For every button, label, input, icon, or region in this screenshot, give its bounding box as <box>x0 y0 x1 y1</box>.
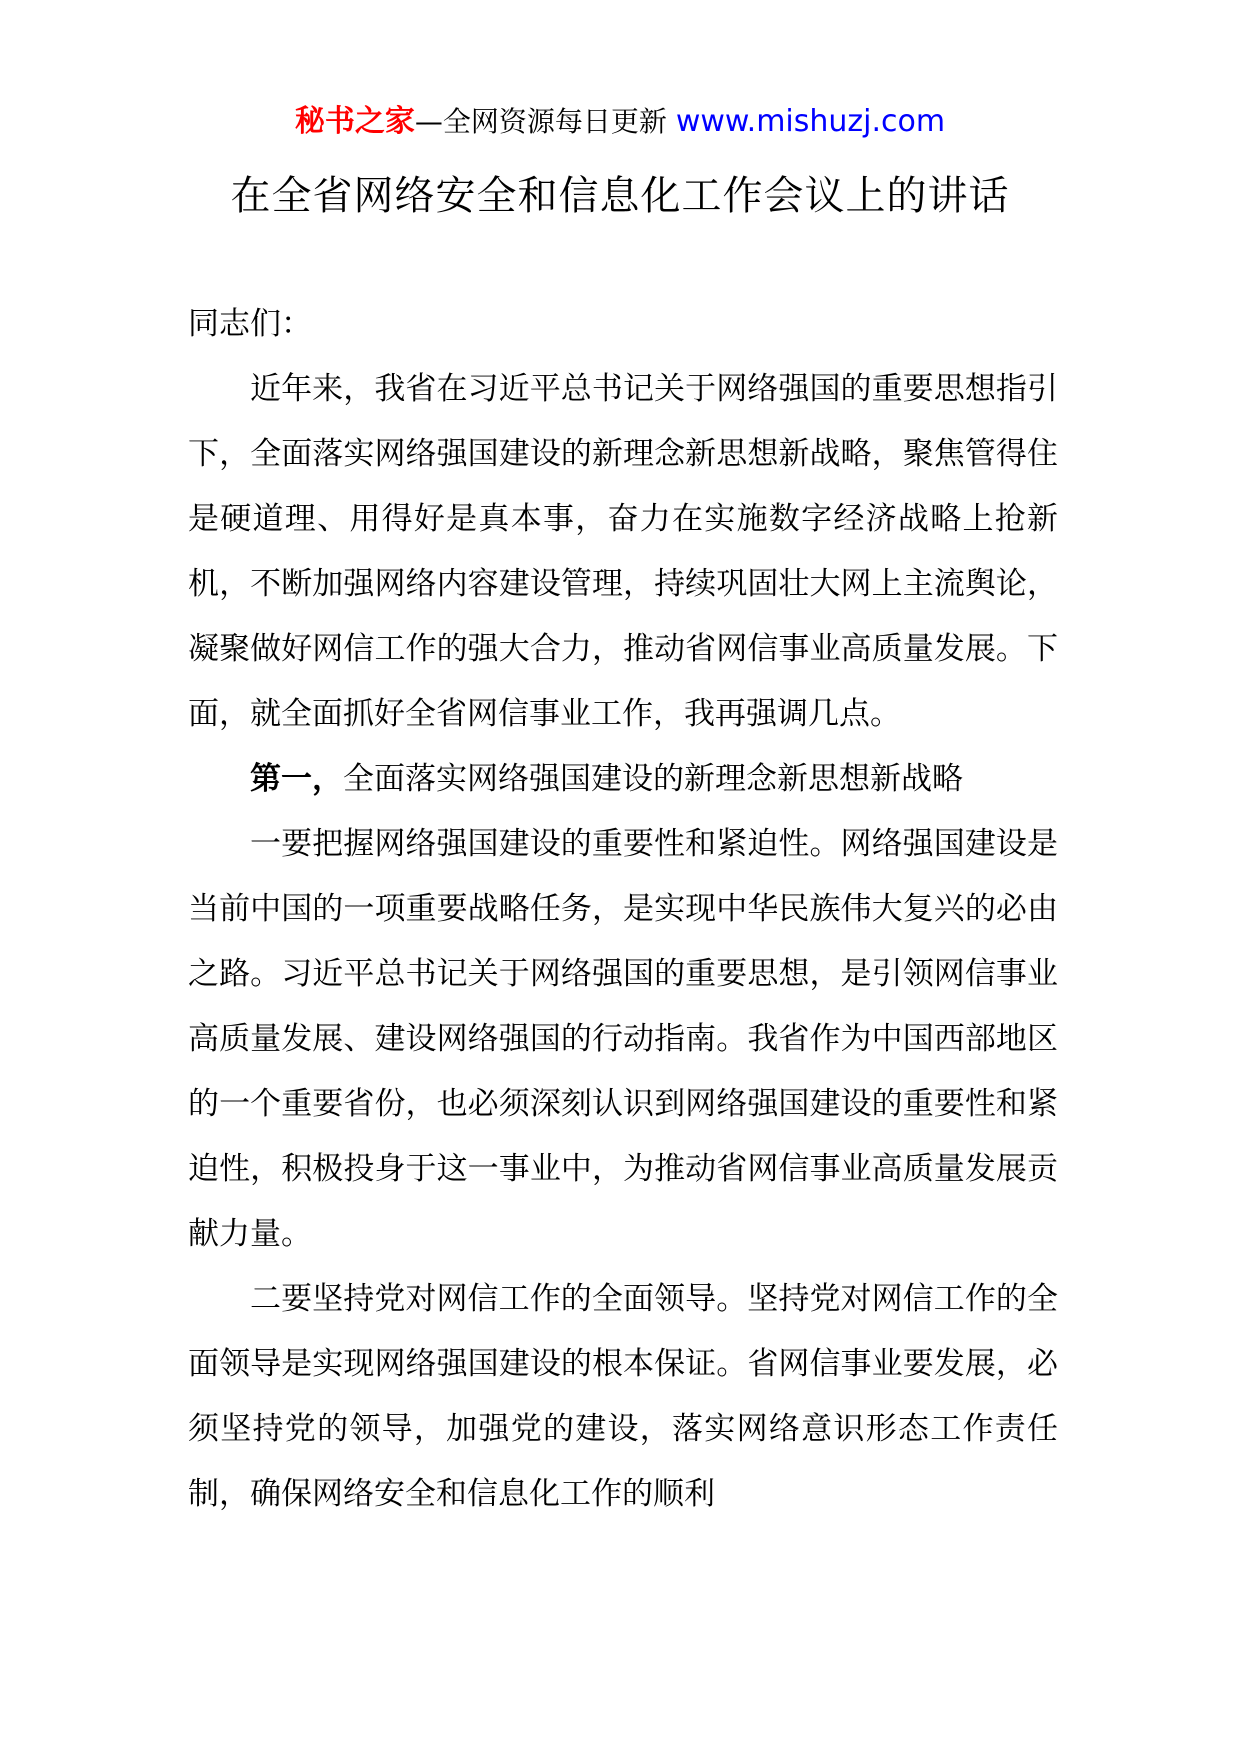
paragraph-intro: 近年来，我省在习近平总书记关于网络强国的重要思想指引下，全面落实网络强国建设的新理念新思想新战略，聚焦管得住是硬道理、用得好是真本事，奋力在实施数字经济战略上抢新机，不断加强网络内容建设管理，持续巩固壮大网上主流舆论，凝聚做好网信工作的强大合力，推动省网信事业高质量发展。下面，就全面抓好全省网信事业工作，我再强调几点。 <box>188 371 1058 732</box>
document-body <box>188 292 1058 1527</box>
document-title: 在全省网络安全和信息化工作会议上的讲话 <box>230 173 1010 219</box>
section-heading-lead: 第一， <box>250 761 343 797</box>
salutation: 同志们： <box>188 306 312 342</box>
section-heading-text: 全面落实网络强国建设的新理念新思想新战略 <box>343 761 963 797</box>
brand-name: 秘书之家 <box>294 104 415 139</box>
section-heading-1 <box>188 747 1058 812</box>
site-url-link[interactable]: www.mishuzj.com <box>675 104 946 139</box>
paragraph-point-2: 二要坚持党对网信工作的全面领导。坚持党对网信工作的全面领导是实现网络强国建设的根本保证。省网信事业要发展，必须坚持党的领导，加强党的建设，落实网络意识形态工作责任制，确保网络安全和信息化工作的顺利 <box>188 1281 1058 1512</box>
site-header <box>0 102 1240 142</box>
header-tagline: —全网资源每日更新 <box>414 105 667 138</box>
paragraph-point-1: 一要把握网络强国建设的重要性和紧迫性。网络强国建设是当前中国的一项重要战略任务，是实现中华民族伟大复兴的必由之路。习近平总书记关于网络强国的重要思想，是引领网信事业高质量发展、建设网络强国的行动指南。我省作为中国西部地区的一个重要省份，也必须深刻认识到网络强国建设的重要性和紧迫性，积极投身于这一事业中，为推动省网信事业高质量发展贡献力量。 <box>188 826 1058 1252</box>
